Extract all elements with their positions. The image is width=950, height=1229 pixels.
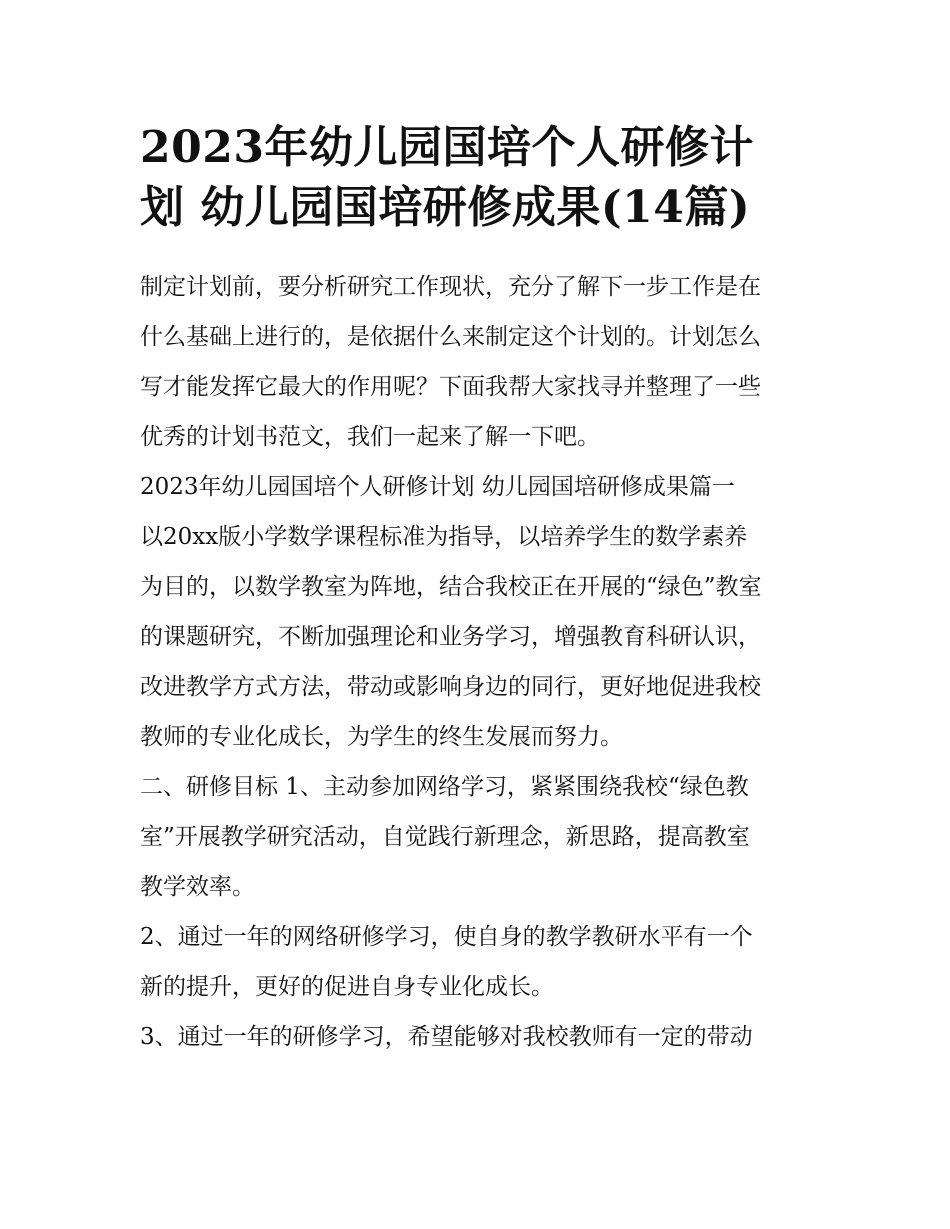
body-line-9: 改进教学方式方法，带动或影响身边的同行，更好地促进我校 — [140, 674, 761, 700]
body-line-15: 新的提升，更好的促进自身专业化成长。 — [140, 974, 554, 1000]
body-line-14: 2、通过一年的网络研修学习，使自身的教学教研水平有一个 — [140, 924, 753, 950]
body-line-12: 室”开展教学研究活动，自觉践行新理念，新思路，提高教室 — [140, 824, 750, 850]
title-line-1: 2023年幼儿园国培个人研修计 — [140, 122, 754, 173]
section-heading-1: 2023年幼儿园国培个人研修计划 幼儿园国培研修成果篇一 — [140, 474, 735, 500]
body-line-3: 写才能发挥它最大的作用呢？下面我帮大家找寻并整理了一些 — [140, 374, 761, 400]
document-page — [140, 118, 820, 1062]
body-line-8: 的课题研究，不断加强理论和业务学习，增强教育科研认识， — [140, 624, 761, 650]
document-title — [140, 118, 810, 238]
body-line-7: 为目的，以数学教室为阵地，结合我校正在开展的“绿色”教室 — [140, 574, 762, 600]
body-line-6: 以20xx版小学数学课程标准为指导，以培养学生的数学素养 — [140, 524, 748, 550]
title-line-2: 划 幼儿园国培研修成果(14篇) — [140, 182, 751, 233]
body-line-11: 二、研修目标 1、主动参加网络学习，紧紧围绕我校“绿色教 — [140, 774, 749, 800]
document-body — [140, 262, 820, 1062]
body-line-16: 3、通过一年的研修学习，希望能够对我校教师有一定的带动 — [140, 1024, 753, 1050]
body-line-1: 制定计划前，要分析研究工作现状，充分了解下一步工作是在 — [140, 274, 761, 300]
body-line-4: 优秀的计划书范文，我们一起来了解一下吧。 — [140, 424, 600, 450]
body-line-13: 教学效率。 — [140, 874, 255, 900]
body-line-2: 什么基础上进行的，是依据什么来制定这个计划的。计划怎么 — [140, 324, 761, 350]
body-line-10: 教师的专业化成长，为学生的终生发展而努力。 — [140, 724, 623, 750]
